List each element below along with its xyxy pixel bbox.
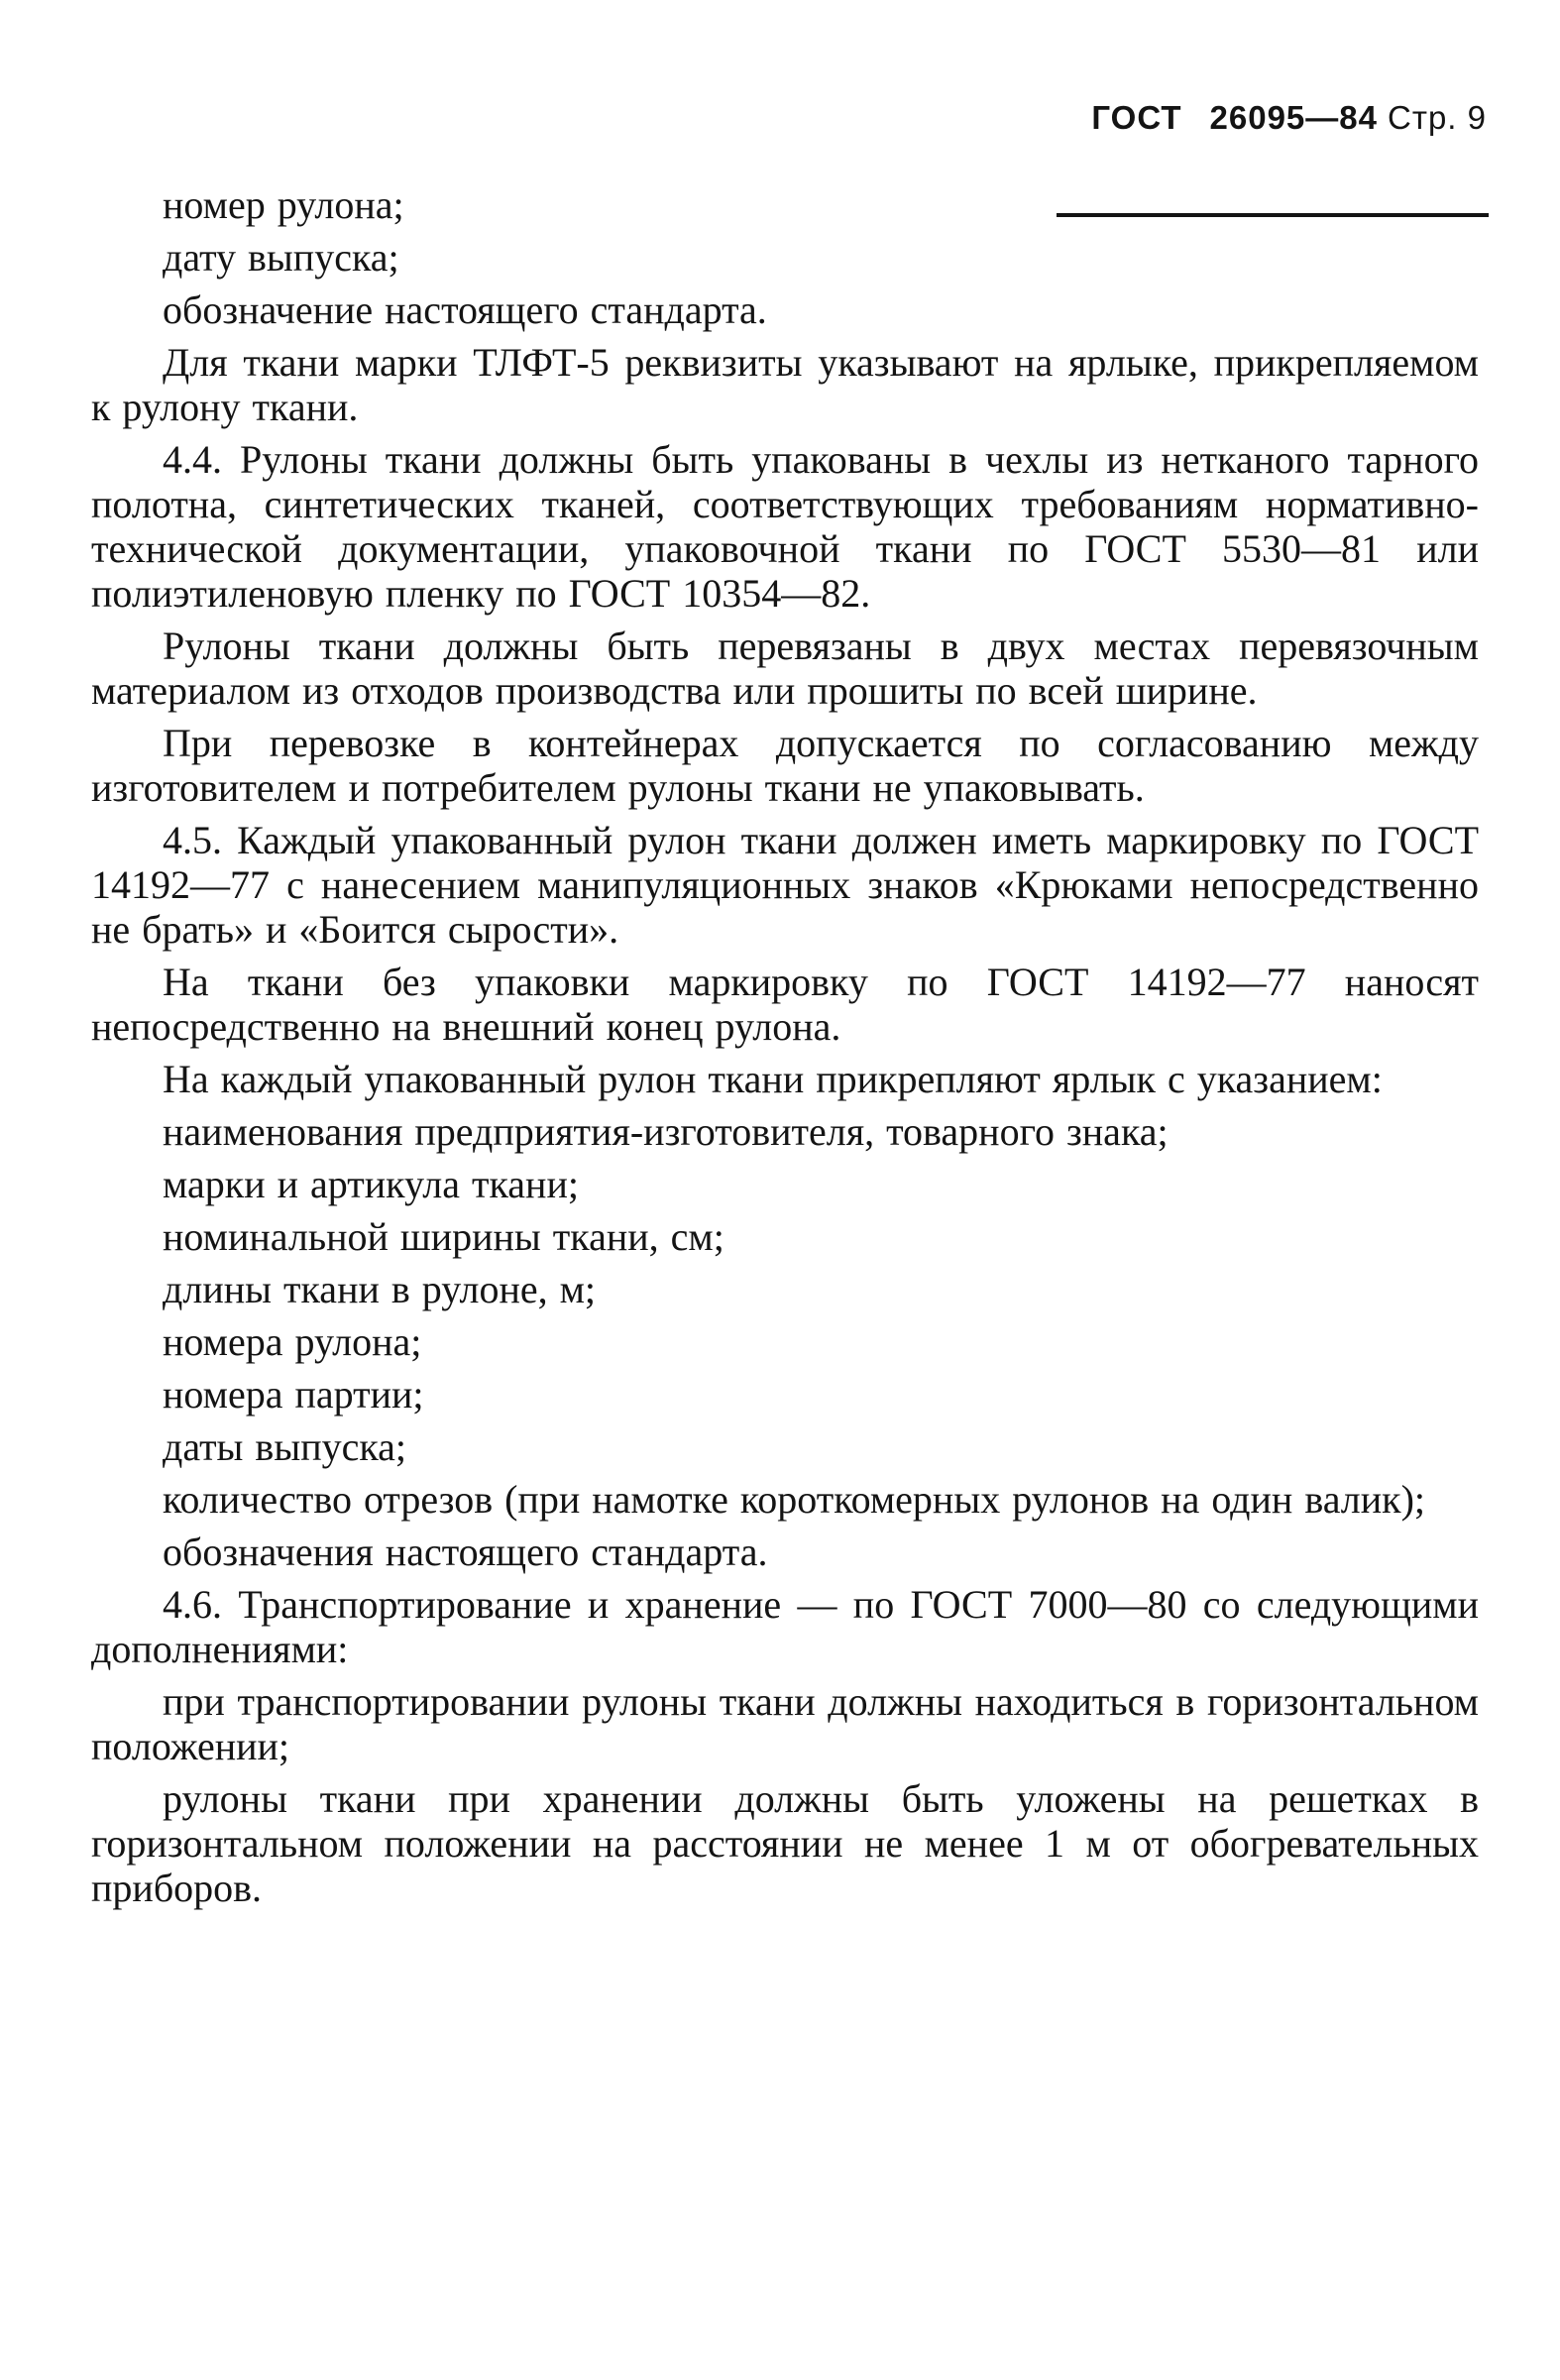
paragraph: 4.4. Рулоны ткани должны быть упакованы в чехлы из нетканого тарного полотна, синтетических тканей, соответствующих требованиям нормативно-технической документации, упаковочной ткани по ГОСТ 5530—81 или полиэтиленовую пленку по ГОСТ 10354—82.	[91, 437, 1479, 616]
header-standard-number: 26095—84	[1209, 99, 1378, 136]
paragraph: даты выпуска;	[163, 1424, 407, 1469]
paragraph: Для ткани марки ТЛФТ-5 реквизиты указывают на ярлыке, прикрепляемом к рулону ткани.	[91, 340, 1479, 429]
paragraph: количество отрезов (при намотке короткомерных рулонов на один валик);	[163, 1477, 1426, 1522]
paragraph: обозначение настоящего стандарта.	[163, 287, 767, 332]
paragraph: номера рулона;	[163, 1319, 422, 1364]
paragraph: Рулоны ткани должны быть перевязаны в двух местах перевязочным материалом из отходов производства или прошиты по всей ширине.	[91, 623, 1479, 713]
header-page-number: Стр. 9	[1388, 99, 1487, 136]
paragraph: При перевозке в контейнерах допускается по согласованию между изготовителем и потребителем рулоны ткани не упаковывать.	[91, 721, 1479, 810]
page-header	[1051, 99, 1487, 137]
paragraph: На ткани без упаковки маркировку по ГОСТ 14192—77 наносят непосредственно на внешний конец рулона.	[91, 960, 1479, 1049]
paragraph: рулоны ткани при хранении должны быть уложены на решетках в горизонтальном положении на расстоянии не менее 1 м от обогревательных приборов.	[91, 1776, 1479, 1910]
header-gost: ГОСТ	[1091, 99, 1182, 136]
paragraph: На каждый упакованный рулон ткани прикрепляют ярлык с указанием:	[163, 1057, 1383, 1101]
paragraph: номинальной ширины ткани, см;	[163, 1214, 724, 1259]
paragraph: наименования предприятия-изготовителя, товарного знака;	[163, 1109, 1169, 1154]
paragraph: номера партии;	[163, 1372, 424, 1417]
paragraph: марки и артикула ткани;	[163, 1162, 579, 1206]
paragraph: 4.6. Транспортирование и хранение — по ГОСТ 7000—80 со следующими дополнениями:	[91, 1582, 1479, 1671]
paragraph: дату выпуска;	[163, 235, 399, 280]
paragraph: обозначения настоящего стандарта.	[163, 1530, 768, 1574]
paragraph: номер рулона;	[163, 182, 404, 227]
paragraph: при транспортировании рулоны ткани должны находиться в горизонтальном положении;	[91, 1679, 1479, 1768]
paragraph: 4.5. Каждый упакованный рулон ткани должен иметь маркировку по ГОСТ 14192—77 с нанесением манипуляционных знаков «Крюками непосредственно не брать» и «Боится сырости».	[91, 818, 1479, 952]
paragraph: длины ткани в рулоне, м;	[163, 1267, 597, 1311]
document-body	[91, 182, 1479, 1918]
